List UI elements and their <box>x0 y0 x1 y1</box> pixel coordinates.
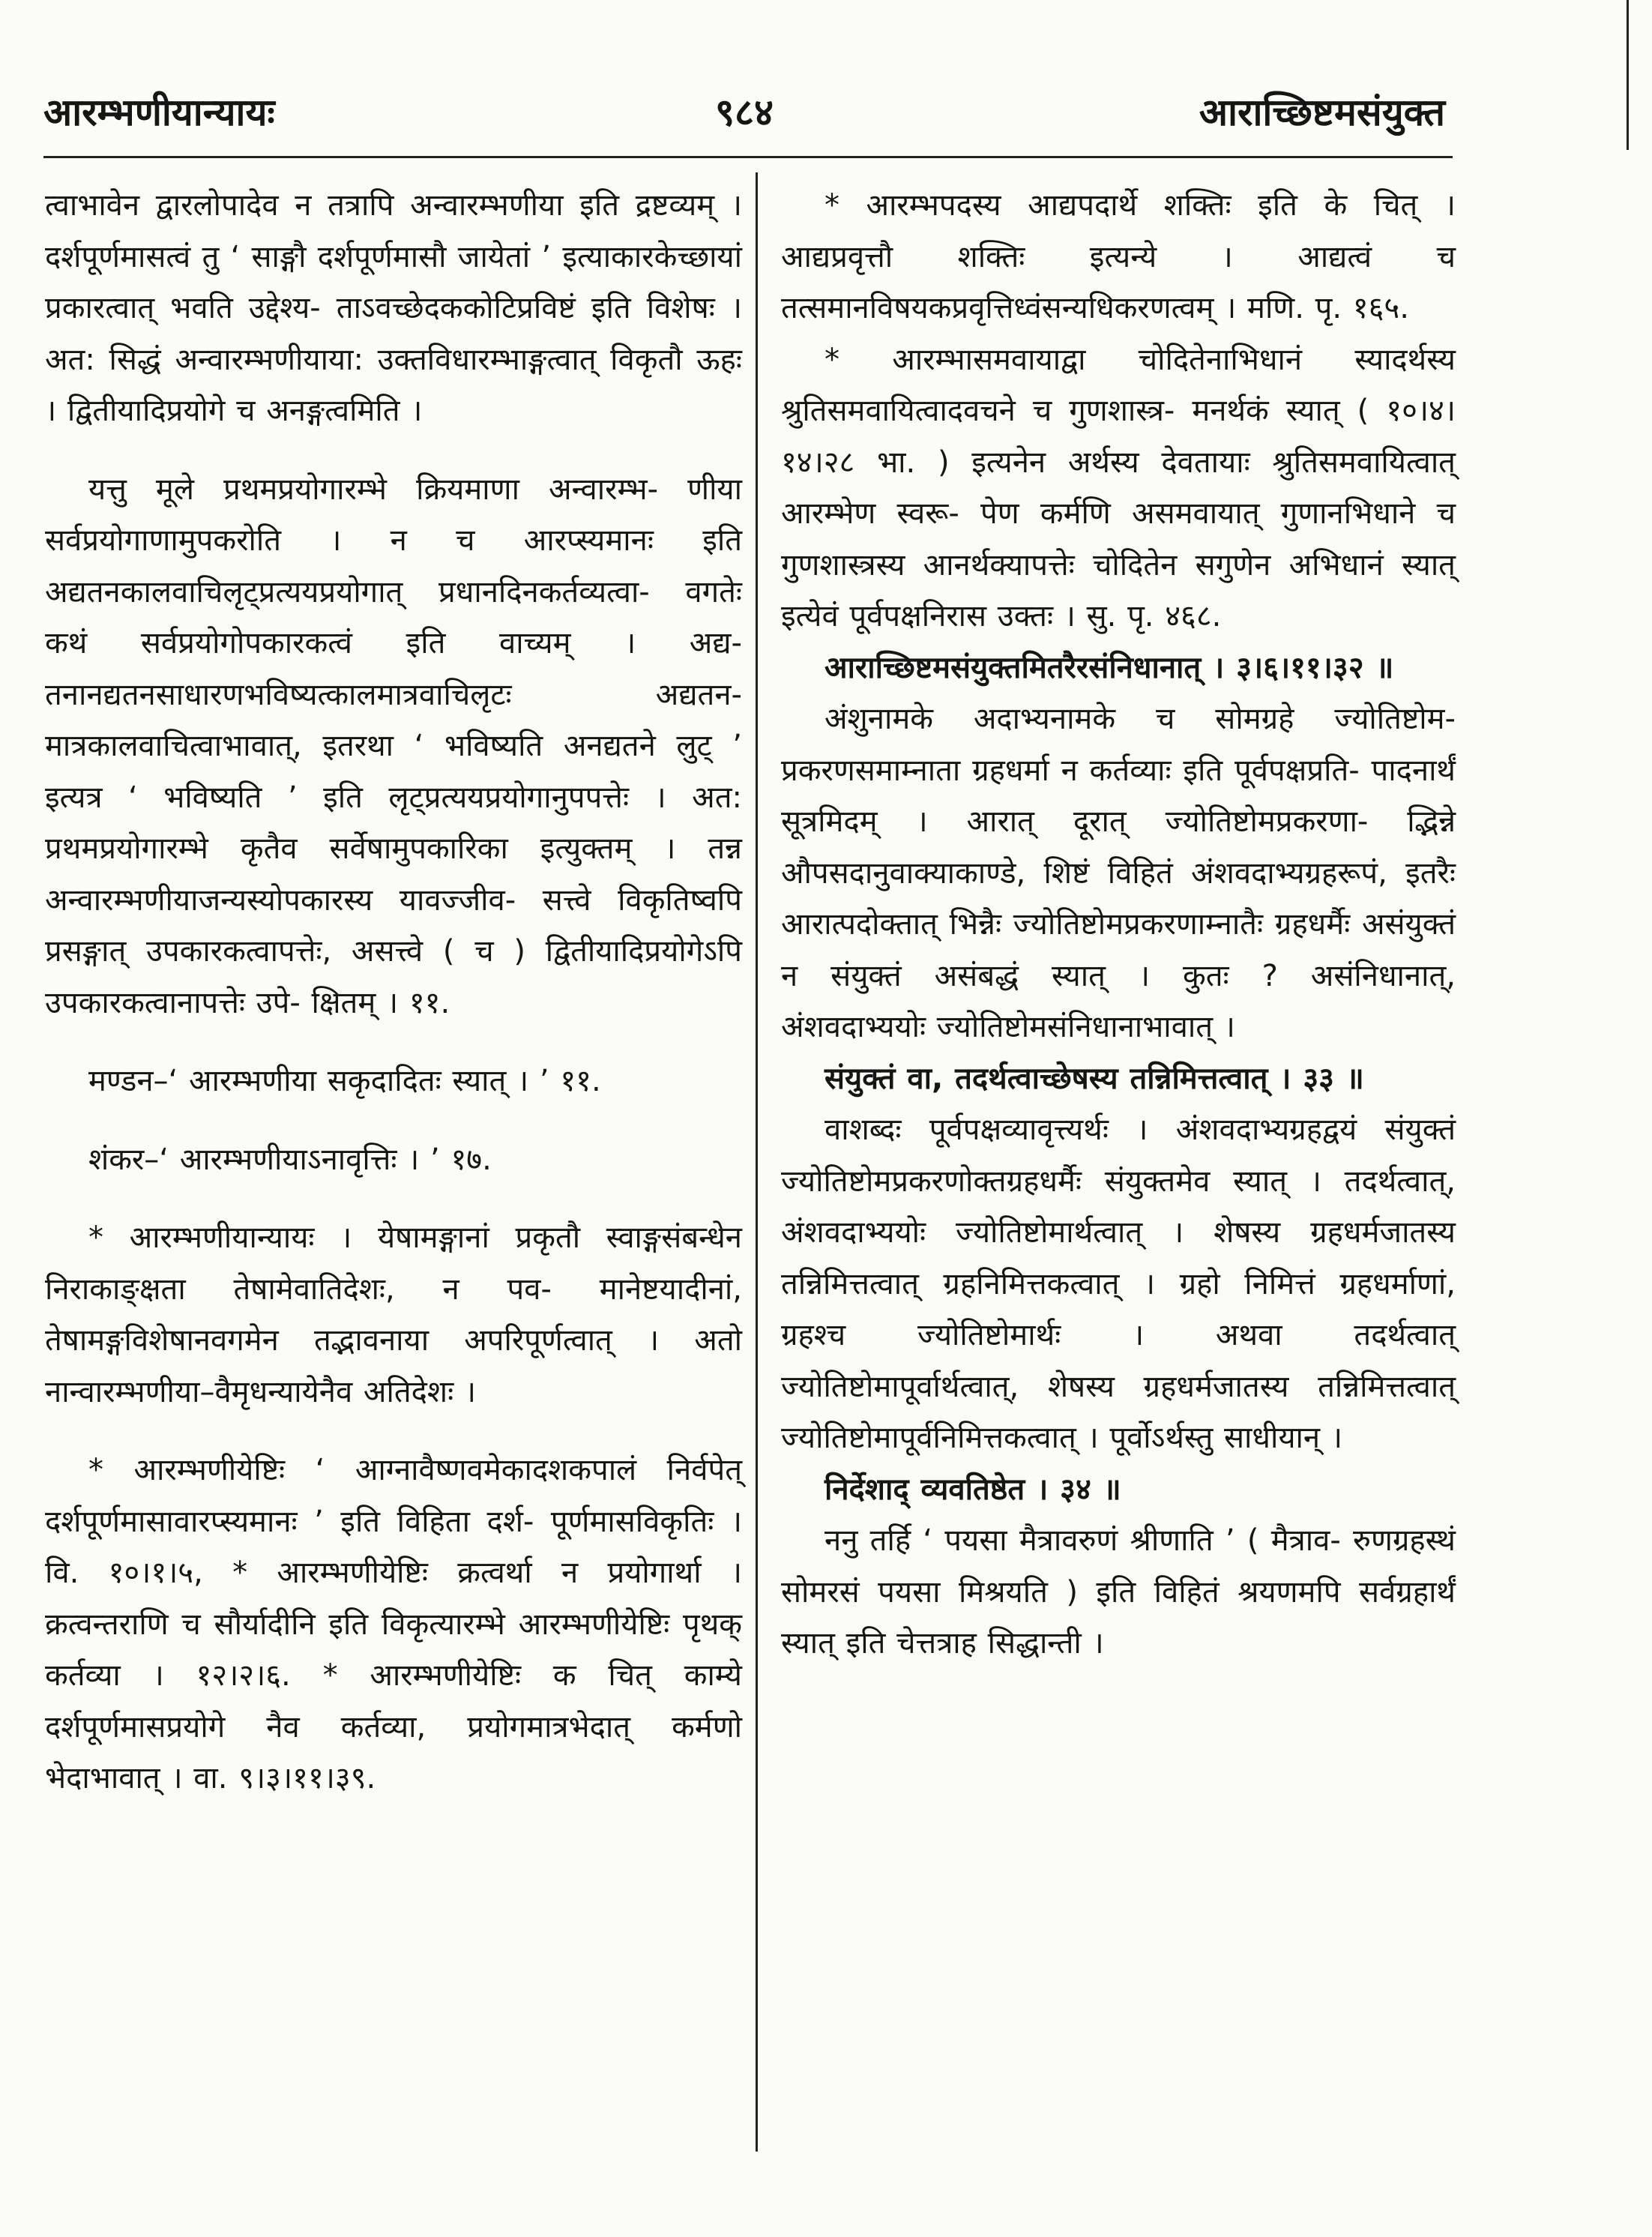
left-paragraph-2: यत्तु मूले प्रथमप्रयोगारम्भे क्रियमाणा अन्वारम्भ- णीया सर्वप्रयोगाणामुपकरोति । न च आरप्स्यमानः इति अद्यतनकालवाचिलृट्प्रत्ययप्रयोगात् प्रधानदिनकर्तव्यत्वा- वगतेः कथं सर्वप्रयोगोपकारकत्वं इति वाच्यम् । अद्य- तनानद्यतनसाधारणभविष्यत्कालमात्रवाचिलृटः अद्यतन- मात्रकालवाचित्वाभावात्, इतरथा ‘ भविष्यति अनद्यतने लुट् ’ इत्यत्र ‘ भविष्यति ’ इति लृट्प्रत्ययप्रयोगानुपपत्तेः । अत: प्रथमप्रयोगारम्भे कृतैव सर्वेषामुपकारिका इत्युक्तम् । तन्न अन्वारम्भणीयाजन्यस्योपकारस्य यावज्जीव- सत्त्वे विकृतिष्वपि प्रसङ्गात् उपकारकत्वापत्तेः, असत्त्वे ( च ) द्वितीयादिप्रयोगेऽपि उपकारकत्वानापत्तेः उपे- क्षितम् । ११. <box>45 472 742 1020</box>
left-paragraph-ishti: * आरम्भणीयेष्टिः ‘ आग्नावैष्णवमेकादशकपालं निर्वपेत् दर्शपूर्णमासावारप्स्यमानः ’ इति विहिता दर्श- पूर्णमासविकृतिः । वि. १०।१।५, * आरम्भणीयेष्टिः क्रत्वर्था न प्रयोगार्था । क्रत्वन्तराणि च सौर्यादीनि इति विकृत्यारम्भे आरम्भणीयेष्टिः पृथक् कर्तव्या । १२।२।६. * आरम्भणीयेष्टिः क चित् काम्ये दर्शपूर्णमासप्रयोगे नैव कर्तव्या, प्रयोगमात्रभेदात् कर्मणो भेदाभावात् । वा. ९।३।११।३९. <box>45 1453 742 1795</box>
sutra-32: आराच्छिष्टमसंयुक्तमितरैरसंनिधानात् । ३।६।११।३२ ॥ <box>825 650 1394 685</box>
right-column <box>781 180 1456 1670</box>
column-divider <box>756 172 758 2152</box>
left-paragraph-1: त्वाभावेन द्वारलोपादेव न तत्रापि अन्वारम्भणीया इति द्रष्टव्यम् । दर्शपूर्णमासत्वं तु ‘ साङ्गौ दर्शपूर्णमासौ जायेतां ’ इत्याकारकेच्छायां प्रकारत्वात् भवति उद्देश्य- ताऽवच्छेदककोटिप्रविष्टं इति विशेषः । अत: सिद्धं अन्वारम्भणीयाया: उक्तविधारम्भाङ्गत्वात् विकृतौ ऊहः । द्वितीयादिप्रयोगे च अनङ्गत्वमिति । <box>45 188 742 428</box>
header-rule <box>43 156 1453 158</box>
sutra-33: संयुक्तं वा, तदर्थत्वाच्छेषस्य तन्निमित्तत्वात् । ३३ ॥ <box>825 1061 1364 1096</box>
header-right-title: आराच्छिष्टमसंयुक्त <box>1199 91 1445 134</box>
sutra-34: निर्देशाद् व्यवतिष्ठेत । ३४ ॥ <box>825 1472 1121 1507</box>
right-paragraph-1: * आरम्भपदस्य आद्यपदार्थे शक्तिः इति के चित् । आद्यप्रवृत्तौ शक्तिः इत्यन्ये । आद्यत्वं च तत्समानविषयकप्रवृत्तिध्वंसन्यधिकरणत्वम् । मणि. पृ. १६५. <box>781 188 1456 325</box>
right-paragraph-2: * आरम्भासमवायाद्वा चोदितेनाभिधानं स्यादर्थस्य श्रुतिसमवायित्वादवचने च गुणशास्त्र- मनर्थकं स्यात् ( १०।४।१४।२८ भा. ) इत्यनेन अर्थस्य देवतायाः श्रुतिसमवायित्वात् आरम्भेण स्वरू- पेण कर्मणि असमवायात् गुणानभिधाने च गुणशास्त्रस्य आनर्थक्यापत्तेः चोदितेन सगुणेन अभिधानं स्यात् इत्येवं पूर्वपक्षनिरास उक्तः । सु. पृ. ४६८. <box>781 342 1456 633</box>
left-column <box>45 180 742 1804</box>
left-paragraph-shankara: शंकर–‘ आरम्भणीयाऽनावृत्तिः । ’ १७. <box>88 1142 492 1177</box>
running-header <box>43 81 1445 141</box>
right-paragraph-commentary-33: वाशब्दः पूर्वपक्षव्यावृत्त्यर्थः । अंशवदाभ्यग्रहद्वयं संयुक्तं ज्योतिष्टोमप्रकरणोक्तग्रहधर्मैः संयुक्तमेव स्यात् । तदर्थत्वात्, अंशवदाभ्ययोः ज्योतिष्टोमार्थत्वात् । शेषस्य ग्रहधर्मजातस्य तन्निमित्तत्वात् ग्रहनिमित्तकत्वात् । ग्रहो निमित्तं ग्रहधर्माणां, ग्रहश्च ज्योतिष्टोमार्थः । अथवा तदर्थत्वात् ज्योतिष्टोमापूर्वार्थत्वात्, शेषस्य ग्रहधर्मजातस्य तन्निमित्तत्वात् ज्योतिष्टोमापूर्वनिमित्तकत्वात् । पूर्वोऽर्थस्तु साधीयान् । <box>781 1113 1456 1455</box>
left-paragraph-nyaya: * आरम्भणीयान्यायः । येषामङ्गानां प्रकृतौ स्वाङ्गसंबन्धेन निराकाङ्क्षता तेषामेवातिदेशः, न पव- मानेष्टयादीनां, तेषामङ्गविशेषानवगमेन तद्भावनाया अपरिपूर्णत्वात् । अतो नान्वारम्भणीया–वैमृधन्यायेनैव अतिदेशः । <box>45 1220 742 1409</box>
right-paragraph-commentary-32: अंशुनामके अदाभ्यनामके च सोमग्रहे ज्योतिष्टोम- प्रकरणसमाम्नाता ग्रहधर्मा न कर्तव्याः इति पूर्वपक्षप्रति- पादनार्थं सूत्रमिदम् । आरात् दूरात् ज्योतिष्टोमप्रकरणा- द्भिन्ने औपसदानुवाक्याकाण्डे, शिष्टं विहितं अंशवदाभ्यग्रहरूपं, इतरैः आरात्पदोक्तात् भिन्नैः ज्योतिष्टोमप्रकरणाम्नातैः ग्रहधर्मैः असंयुक्तं न संयुक्तं असंबद्धं स्यात् । कुतः ? असंनिधानात्, अंशवदाभ्ययोः ज्योतिष्टोमसंनिधानाभावात् । <box>781 702 1456 1044</box>
scan-edge-mark <box>1627 0 1629 150</box>
page-number: ९८४ <box>715 91 774 134</box>
right-paragraph-commentary-34: ननु तर्हि ‘ पयसा मैत्रावरुणं श्रीणाति ’ ( मैत्राव- रुणग्रहस्थं सोमरसं पयसा मिश्रयति ) इति विहितं श्रयणमपि सर्वग्रहार्थं स्यात् इति चेत्तत्राह सिद्धान्ती । <box>781 1523 1456 1661</box>
left-paragraph-mandana: मण्डन–‘ आरम्भणीया सकृदादितः स्यात् । ’ ११. <box>88 1064 601 1098</box>
header-left-title: आरम्भणीयान्यायः <box>43 91 275 134</box>
